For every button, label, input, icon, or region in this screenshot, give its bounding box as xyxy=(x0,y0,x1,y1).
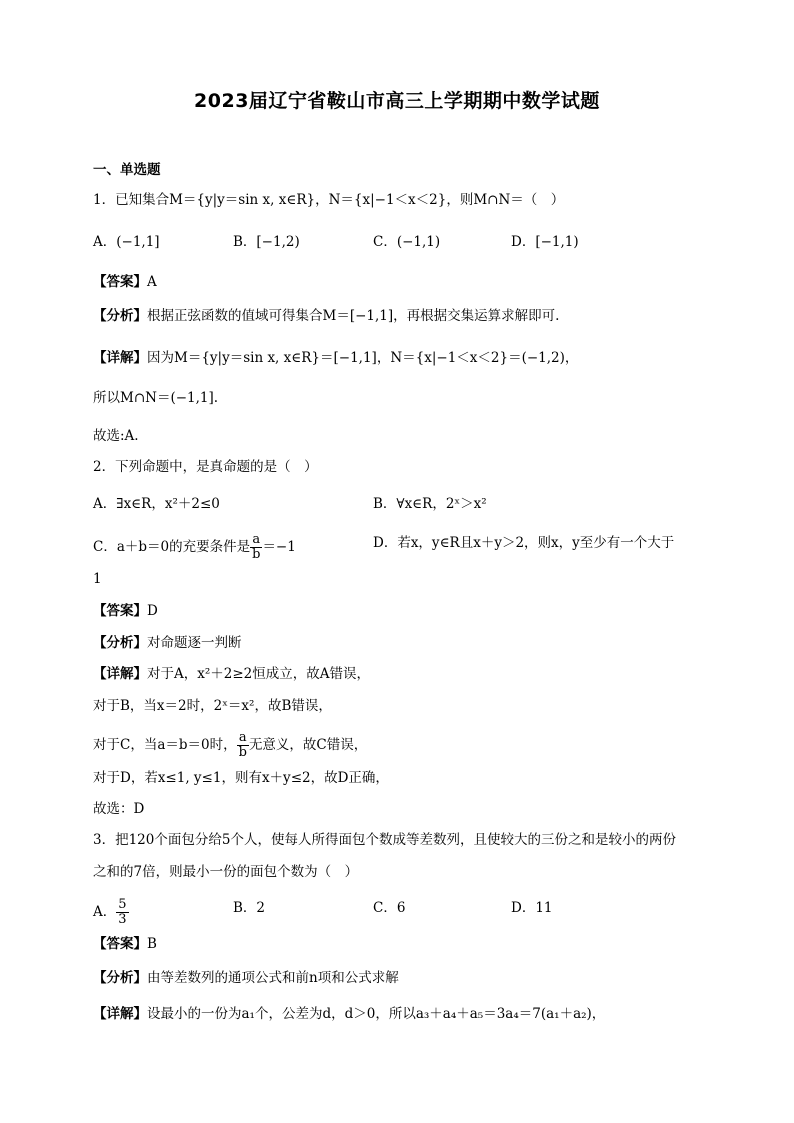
answer-value: D xyxy=(147,603,158,619)
q2-detail-3-text: 对于C，当a＝b＝0时， xyxy=(93,737,237,753)
fraction xyxy=(250,533,262,562)
document-title: 2023届辽宁省鞍山市高三上学期期中数学试题 xyxy=(194,90,600,112)
q3-answer xyxy=(93,934,713,954)
analysis-tag: 【分析】 xyxy=(93,635,147,651)
q2-option-c-tail: ＝−1 xyxy=(262,539,296,555)
q2-option-d-cont: 1 xyxy=(93,571,102,587)
q3-option-a xyxy=(93,898,129,927)
q3-detail xyxy=(93,1004,713,1024)
q2-option-d: D．若x，y∈R且x＋y＞2，则x，y至少有一个大于 xyxy=(373,535,675,551)
fraction-numerator: a xyxy=(237,731,249,746)
fraction-numerator: 5 xyxy=(118,897,127,912)
q3-option-c: C．6 xyxy=(373,900,406,916)
q2-detail-2: 对于B，当x＝2时，2ˣ＝x²，故B错误， xyxy=(93,698,332,714)
q3-option-a-label: A． xyxy=(93,904,117,920)
analysis-tag: 【分析】 xyxy=(93,970,147,986)
q2-detail-3-tail: 无意义，故C错误， xyxy=(248,737,368,753)
q3-option-b: B．2 xyxy=(233,900,266,916)
fraction-denominator: 3 xyxy=(118,912,127,927)
q2-option-c-text: C．a＋b＝0的充要条件是 xyxy=(93,539,251,555)
q1-conclusion: 故选:A. xyxy=(93,428,139,444)
q2-option-a: A．∃x∈R，x²＋2≤0 xyxy=(93,496,220,512)
analysis-text: 由等差数列的通项公式和前n项和公式求解 xyxy=(147,970,399,986)
answer-tag: 【答案】 xyxy=(93,274,147,290)
fraction xyxy=(237,731,249,760)
analysis-text: 对命题逐一判断 xyxy=(147,635,242,651)
q2-option-b: B．∀x∈R，2ˣ＞x² xyxy=(373,496,487,512)
fraction xyxy=(116,898,128,927)
q2-detail xyxy=(93,664,713,684)
q1-answer xyxy=(93,272,713,292)
fraction-denominator: b xyxy=(252,547,261,562)
q2-detail-4: 对于D，若x≤1, y≤1，则有x＋y≤2，故D正确， xyxy=(93,770,389,786)
answer-value: A xyxy=(147,274,157,290)
fraction-denominator: b xyxy=(238,745,247,760)
q2-conclusion: 故选：D xyxy=(93,801,145,817)
q2-answer xyxy=(93,601,713,621)
q2-option-c xyxy=(93,533,296,562)
detail-tag: 【详解】 xyxy=(93,350,147,366)
q1-option-d: D．[−1,1) xyxy=(511,234,579,250)
q2-analysis xyxy=(93,633,713,653)
q2-stem: 2．下列命题中，是真命题的是（ ） xyxy=(93,459,318,475)
q1-stem: 1．已知集合M＝{y|y＝sin x, x∈R}，N＝{x|−1＜x＜2}，则M∩N＝（ ） xyxy=(93,192,565,208)
section-heading: 一、单选题 xyxy=(93,162,161,178)
fraction-numerator: a xyxy=(250,533,262,548)
q3-stem-1: 3．把120个面包分给5个人，使每人所得面包个数成等差数列，且使较大的三份之和是较小的两份 xyxy=(93,832,676,848)
q1-analysis xyxy=(93,306,713,326)
q3-stem-2: 之和的7倍，则最小一份的面包个数为（ ） xyxy=(93,864,359,880)
q1-detail-2: 所以M∩N＝(−1,1]. xyxy=(93,390,219,406)
analysis-text: 根据正弦函数的值域可得集合M＝[−1,1]，再根据交集运算求解即可. xyxy=(147,308,560,324)
detail-tag: 【详解】 xyxy=(93,1006,147,1022)
detail-tag: 【详解】 xyxy=(93,666,147,682)
q1-option-b: B．[−1,2) xyxy=(233,234,300,250)
q3-option-d: D．11 xyxy=(511,900,553,916)
detail-text: 对于A，x²＋2≥2恒成立，故A错误， xyxy=(147,666,371,682)
q1-detail xyxy=(93,348,713,368)
q1-option-a: A．(−1,1] xyxy=(93,234,160,250)
detail-text: 因为M＝{y|y＝sin x, x∈R}＝[−1,1]，N＝{x|−1＜x＜2}＝(−1,2)， xyxy=(147,350,579,366)
answer-tag: 【答案】 xyxy=(93,603,147,619)
q3-analysis xyxy=(93,968,713,988)
detail-text: 设最小的一份为a₁个，公差为d，d＞0，所以a₃＋a₄＋a₅＝3a₄＝7(a₁＋a₂)， xyxy=(147,1006,606,1022)
answer-value: B xyxy=(147,936,157,952)
answer-tag: 【答案】 xyxy=(93,936,147,952)
q2-detail-3 xyxy=(93,731,713,760)
analysis-tag: 【分析】 xyxy=(93,308,147,324)
q1-option-c: C．(−1,1) xyxy=(373,234,441,250)
